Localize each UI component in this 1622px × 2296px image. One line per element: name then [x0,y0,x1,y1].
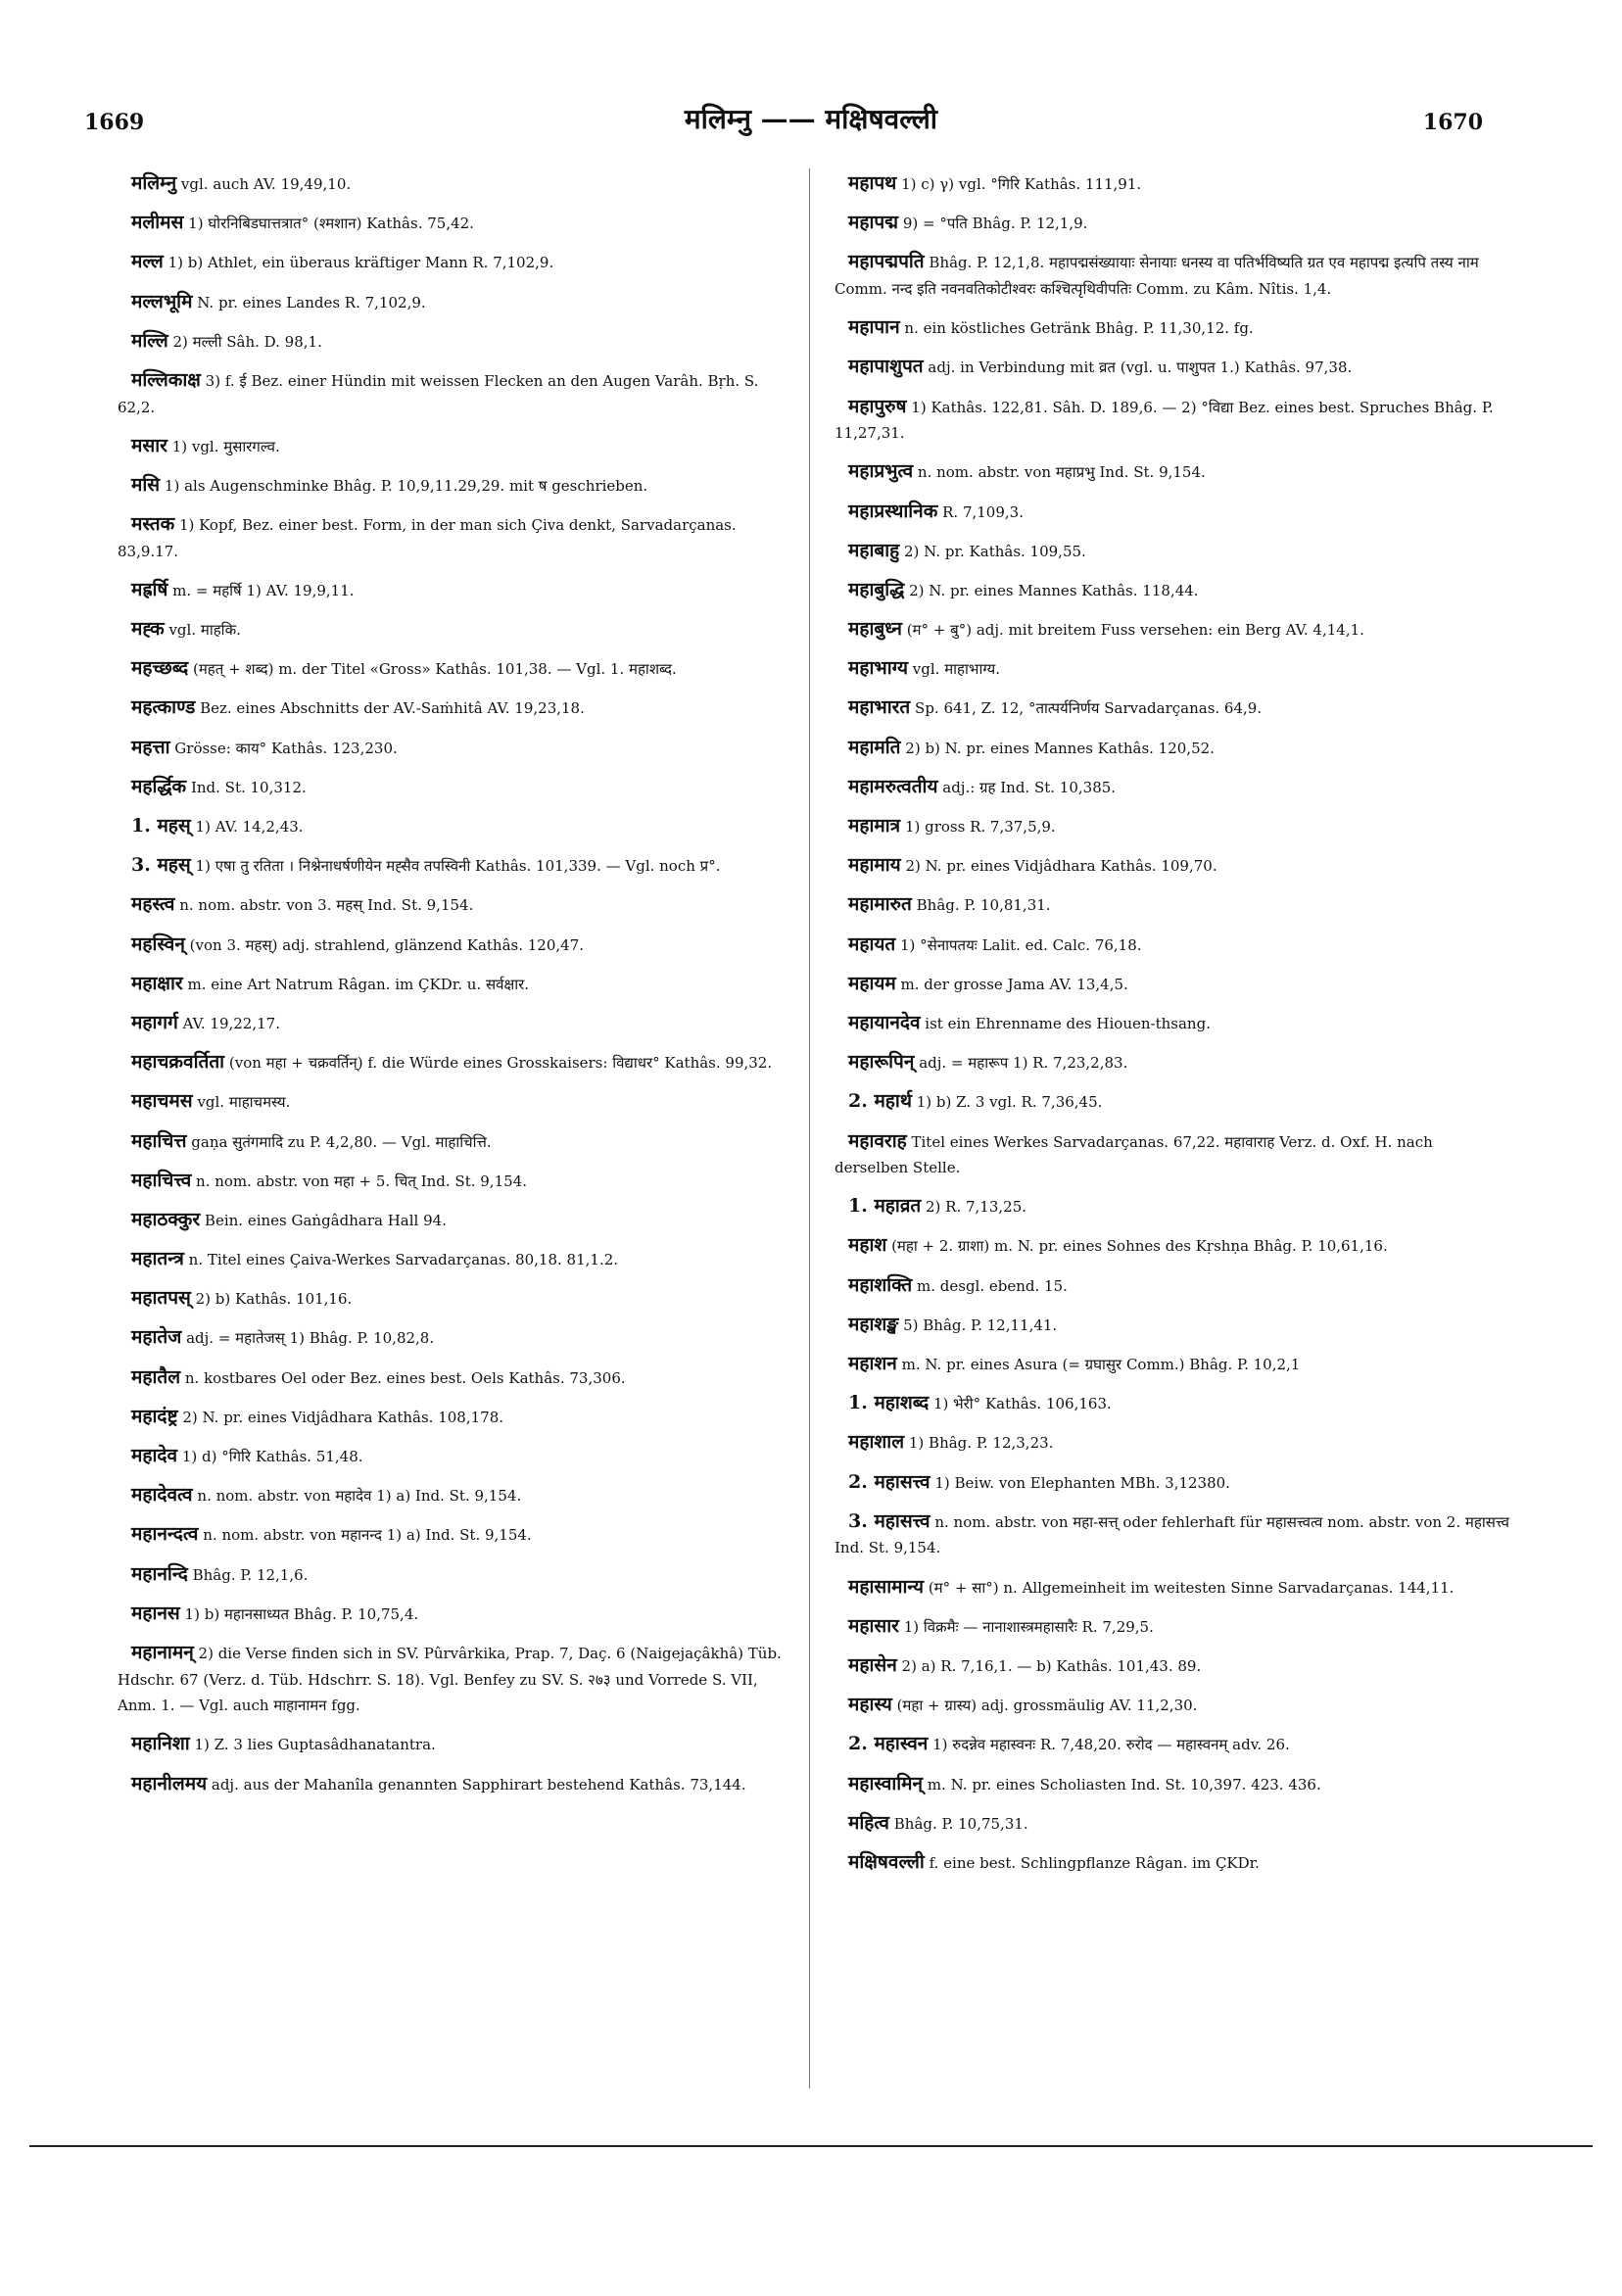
entry-headword: 1. महाव्रत [848,1195,922,1218]
entry-headword: 3. महस् [131,854,191,877]
entry-text: 5) Bhâg. P. 12,11,41. [903,1315,1058,1334]
dictionary-entry [835,1849,1510,1877]
dictionary-entry [835,1652,1510,1680]
entry-text: 1) °सेनापतयः Lalit. ed. Calc. 76,18. [900,935,1142,954]
entry-headword: महास्वामिन् [848,1772,924,1794]
entry-text: 1) रुदन्नेव महास्वनः R. 7,48,20. रुरोद — महास्वनम् adv. 26. [932,1736,1290,1754]
dictionary-entry [118,1168,793,1195]
entry-text: Ind. St. 10,312. [190,778,307,796]
dictionary-entry [835,616,1510,644]
dictionary-entry [118,433,793,460]
dictionary-entry [118,774,793,801]
entry-headword: 1. महाशब्द [848,1392,930,1414]
dictionary-entry [835,655,1510,683]
entry-headword: महासामान्य [848,1575,925,1598]
entry-headword: महादेवत्व [131,1484,193,1507]
page-title: मलिम्नु —— मक्षिषवल्ली [684,103,938,135]
left-column [118,170,793,1810]
entry-text: m. N. pr. eines Scholiasten Ind. St. 10,397. 423. 436. [927,1775,1321,1794]
entry-text: gaṇa सुतंगमादि zu P. 4,2,80. — Vgl. माहाचित्ति. [191,1132,492,1151]
entry-headword: महावराह [848,1129,907,1152]
entry-headword: महापुरुष [848,395,907,417]
entry-headword: महापाशुपत [848,356,924,378]
entry-headword: मलीमस [131,212,184,234]
dictionary-entry [835,932,1510,959]
entry-headword: महाठक्कुर [131,1208,201,1230]
dictionary-entry [835,458,1510,486]
entry-headword: महामात्र [848,815,901,837]
dictionary-entry [118,891,793,919]
entry-text: AV. 19,22,17. [182,1014,280,1032]
entry-text: N. pr. eines Landes R. 7,102,9. [197,293,426,311]
dictionary-entry [118,1771,793,1798]
entry-text: Bhâg. P. 10,81,31. [916,896,1051,915]
entry-text: 2) N. pr. eines Mannes Kathâs. 118,44. [909,581,1199,599]
entry-text: m. eine Art Natrum Râgan. im ÇKDr. u. सर्वक्षार. [187,975,530,993]
dictionary-entry [118,655,793,683]
entry-headword: महाशक्ति [848,1273,913,1296]
entry-text: 1) vgl. मुसारगल्व. [171,437,280,455]
right-column [835,170,1510,1889]
entry-headword: 2. महार्थ [848,1090,912,1113]
dictionary-entry [835,1351,1510,1378]
dictionary-entry [118,1521,793,1549]
dictionary-entry [118,1246,793,1273]
dictionary-entry [835,1312,1510,1339]
entry-headword: महाभारत [848,696,911,719]
dictionary-entry [835,1731,1510,1758]
entry-text: ist ein Ehrenname des Hiouen-thsang. [925,1014,1211,1032]
entry-text: 9) = °पति Bhâg. P. 12,1,9. [902,215,1088,233]
entry-headword: 1. महस् [131,815,191,837]
dictionary-entry [118,1324,793,1352]
entry-headword: महाक्षार [131,972,183,994]
dictionary-entry [835,1049,1510,1076]
entry-headword: महस्विन् [131,933,185,955]
entry-text: Bein. eines Gaṅgâdhara Hall 94. [204,1211,447,1229]
entry-headword: महादेव [131,1445,178,1466]
entry-text: 1) AV. 14,2,43. [195,818,304,836]
dictionary-entry [118,694,793,722]
column-divider [809,168,810,2088]
entry-text: n. nom. abstr. von महा-सत्त् oder fehlerhaft für महासत्त्वत्व nom. abstr. von 2. महासत्त्व Ind. St. 9,154. [835,1512,1509,1557]
entry-headword: महानन्दत्व [131,1523,199,1546]
dictionary-entry [118,367,793,420]
dictionary-entry [835,354,1510,381]
entry-text: Titel eines Werkes Sarvadarçanas. 67,22. महावाराह Verz. d. Oxf. H. nach derselben Stelle. [835,1132,1433,1177]
entry-headword: महारूपिन् [848,1051,915,1074]
entry-headword: महानन्दि [131,1562,188,1585]
dictionary-entry [118,616,793,644]
entry-text: 2) a) R. 7,16,1. — b) Kathâs. 101,43. 89. [901,1656,1202,1675]
entry-headword: महामति [848,736,901,758]
dictionary-entry [118,1088,793,1116]
dictionary-entry [118,1049,793,1076]
dictionary-entry [835,170,1510,198]
dictionary-entry [118,472,793,500]
entry-text: Bhâg. P. 10,75,31. [893,1814,1028,1833]
entry-headword: महत्ता [131,736,170,758]
entry-text: (von महा + चक्रवर्तिन्) f. die Würde eines Grosskaisers: विद्याधर° Kathâs. 99,32. [228,1054,773,1073]
entry-text: n. ein köstliches Getränk Bhâg. P. 11,30,12. fg. [904,319,1254,338]
dictionary-entry [835,1193,1510,1220]
entry-headword: महापद्मपति [848,251,925,273]
dictionary-entry [835,1613,1510,1641]
entry-headword: 2. महासत्त्व [848,1470,930,1493]
entry-headword: महित्व [848,1811,889,1834]
dictionary-entry [835,1574,1510,1602]
entry-text: adj. in Verbindung mit व्रत (vgl. u. पाशुपत 1.) Kathâs. 97,38. [928,359,1353,377]
entry-headword: मसार [131,434,167,456]
entry-headword: 2. महास्वन [848,1733,929,1755]
dictionary-entry [835,1469,1510,1497]
entry-text: n. nom. abstr. von 3. महस् Ind. St. 9,154. [179,896,474,915]
entry-text: 2) N. pr. eines Vidjâdhara Kathâs. 108,178. [182,1408,504,1426]
entry-headword: महापथ [848,172,897,194]
dictionary-entry [118,249,793,276]
dictionary-entry [118,1364,793,1392]
entry-headword: महस्त्व [131,893,175,916]
entry-text: vgl. माहाचमस्य. [197,1093,291,1112]
entry-text: m. N. pr. eines Asura (= ग्रघासुर Comm.) Bhâg. P. 10,2,1 [901,1356,1301,1374]
entry-headword: महायत [848,933,896,955]
entry-text: vgl. माहकि. [168,621,241,640]
entry-headword: मस्तक [131,513,175,536]
dictionary-entry [835,499,1510,526]
entry-headword: मक्षिषवल्ली [848,1850,925,1873]
entry-text: 1) Z. 3 lies Guptasâdhanatantra. [194,1736,436,1754]
entry-text: Bhâg. P. 12,1,6. [192,1565,309,1584]
entry-headword: महागर्ग [131,1011,178,1033]
dictionary-entry [118,852,793,880]
entry-headword: मलिम्नु [131,172,177,194]
dictionary-entry [835,1692,1510,1719]
entry-text: n. nom. abstr. von महादेव 1) a) Ind. St. 9,154. [197,1487,522,1506]
entry-text: 1) भेरी° Kathâs. 106,163. [932,1395,1112,1413]
entry-text: n. nom. abstr. von महा + 5. चित् Ind. St. 9,154. [196,1172,527,1190]
entry-headword: महातेज [131,1326,182,1349]
dictionary-entry [118,1285,793,1313]
entry-headword: महाप्रभुत्व [848,460,914,483]
entry-text: 2) b) N. pr. eines Mannes Kathâs. 120,52. [905,739,1215,757]
entry-text: (von 3. महस्) adj. strahlend, glänzend Kathâs. 120,47. [189,935,585,954]
entry-text: 1) b) Z. 3 vgl. R. 7,36,45. [916,1093,1103,1112]
entry-text: (महा + ग्रास्य) adj. grossmäulig AV. 11,2,30. [896,1697,1198,1715]
entry-text: (म° + बु°) adj. mit breitem Fuss versehen: ein Berg AV. 4,14,1. [906,621,1364,640]
dictionary-entry [835,1088,1510,1116]
entry-headword: मसि [131,473,161,496]
entry-text: n. nom. abstr. von महानन्द 1) a) Ind. St. 9,154. [203,1526,532,1545]
entry-text: n. kostbares Oel oder Bez. eines best. Oels Kathâs. 73,306. [184,1368,626,1387]
entry-text: m. desgl. ebend. 15. [917,1276,1068,1295]
dictionary-entry [835,1010,1510,1037]
entry-headword: महातन्त्र [131,1248,184,1270]
entry-text: Bez. eines Abschnitts der AV.-Saṁhitâ AV. 19,23,18. [200,699,585,718]
entry-headword: महच्छब्द [131,657,189,680]
entry-text: 3) f. ई Bez. einer Hündin mit weissen Flecken an den Augen Varâh. Bṛh. S. 62,2. [118,371,759,416]
dictionary-entry [835,1128,1510,1181]
entry-text: 2) b) Kathâs. 101,16. [195,1290,353,1309]
entry-text: 2) die Verse finden sich in SV. Pûrvârkika, Prap. 7, Daç. 6 (Naigejaçâkhâ) Tüb. Hdschr. 67 (Verz. d. Tüb. Hdschrr. S. 18). Vgl. Benfey zu SV. S. २७३ und Vorrede S. VII, Anm. 1. — Vgl. auch माहानामन fgg. [118,1644,782,1715]
entry-headword: महाभाग्य [848,657,909,680]
entry-headword: महासार [848,1614,899,1637]
entry-headword: महामाय [848,854,901,877]
entry-text: vgl. माहाभाग्य. [912,660,1001,679]
entry-headword: महातैल [131,1365,181,1388]
entry-headword: महानीलमय [131,1772,208,1794]
entry-text: Sp. 641, Z. 12, °तात्पर्यनिर्णय Sarvadarçanas. 64,9. [915,699,1263,718]
dictionary-entry [118,210,793,237]
entry-headword: महासेन [848,1653,897,1676]
entry-text: 2) N. pr. Kathâs. 109,55. [904,542,1086,560]
dictionary-entry [835,1390,1510,1417]
dictionary-entry [118,1207,793,1234]
dictionary-entry [118,328,793,356]
dictionary-entry [835,577,1510,604]
entry-headword: महादंष्ट्र [131,1405,178,1427]
footer-rule [29,2145,1593,2147]
entry-text: 1) c) γ) vgl. °गिरि Kathâs. 111,91. [901,175,1142,193]
dictionary-entry [118,1561,793,1589]
dictionary-entry [118,577,793,604]
entry-text: 2) मल्ली Sâh. D. 98,1. [172,332,322,351]
entry-headword: महाबुध्न [848,618,902,641]
dictionary-entry [835,1232,1510,1260]
entry-headword: मह्रर्षि [131,578,168,600]
entry-text: 1) d) °गिरि Kathâs. 51,48. [181,1448,363,1465]
entry-text: 1) Kopf, Bez. einer best. Form, in der man sich Çiva denkt, Sarvadarçanas. 83,9.17. [118,516,737,560]
dictionary-entry [118,1601,793,1628]
page-number-right: 1670 [1422,110,1483,135]
entry-headword: महत्काण्ड [131,696,196,719]
dictionary-entry [118,735,793,762]
dictionary-entry [835,1810,1510,1838]
dictionary-entry [118,1404,793,1431]
entry-headword: महापान [848,316,900,339]
entry-text: m. = महर्षि 1) AV. 19,9,11. [172,581,355,599]
dictionary-entry [118,1010,793,1037]
dictionary-entry [835,394,1510,447]
entry-headword: महामारुत [848,893,912,916]
entry-text: Grösse: काय° Kathâs. 123,230. [174,739,398,757]
entry-headword: महापद्म [848,212,899,234]
entry-text: 1) घोरनिबिडघात्तत्रात° (श्मशान) Kathâs. 75,42. [188,215,474,233]
entry-text: 1) b) महानसाध्यत Bhâg. P. 10,75,4. [184,1604,419,1623]
dictionary-entry [118,813,793,840]
page-number-left: 1669 [84,110,145,135]
entry-headword: महानिशा [131,1733,190,1755]
entry-text: n. Titel eines Çaiva-Werkes Sarvadarçanas. 80,18. 81,1.2. [188,1251,619,1269]
entry-headword: महामरुत्वतीय [848,775,938,797]
dictionary-entry [835,735,1510,762]
dictionary-entry [835,210,1510,237]
entry-text: 2) R. 7,13,25. [926,1198,1027,1217]
entry-headword: मल्लि [131,329,168,352]
dictionary-entry [118,932,793,959]
entry-text: (महा + 2. ग्राशा) m. N. pr. eines Sohnes des Kṛshṇa Bhâg. P. 10,61,16. [891,1237,1388,1256]
entry-headword: महानामन् [131,1641,194,1663]
entry-headword: महाचक्रवर्तिता [131,1051,225,1074]
entry-text: 1) als Augenschminke Bhâg. P. 10,9,11.29,29. mit ष geschrieben. [164,476,648,495]
entry-text: vgl. auch AV. 19,49,10. [180,175,352,193]
dictionary-entry [118,1640,793,1719]
entry-headword: महर्द्धिक [131,775,187,797]
dictionary-entry [835,852,1510,880]
entry-text: adj. = महातेजस् 1) Bhâg. P. 10,82,8. [186,1329,435,1348]
dictionary-entry [835,249,1510,302]
entry-text: 1) b) Athlet, ein überaus kräftiger Mann R. 7,102,9. [167,254,554,272]
dictionary-entry [118,1482,793,1509]
entry-text: 1) Kathâs. 122,81. Sâh. D. 189,6. — 2) °विद्या Bez. eines best. Spruches Bhâg. P. 11,27,31. [835,398,1494,443]
entry-headword: महानस [131,1602,180,1624]
entry-headword: महाश [848,1234,887,1257]
dictionary-entry [835,1771,1510,1798]
dictionary-entry [835,1429,1510,1457]
entry-headword: मल्लभूमि [131,290,193,312]
entry-text: m. der grosse Jama AV. 13,4,5. [900,975,1128,993]
entry-text: (महत् + शब्द) m. der Titel «Gross» Kathâs. 101,38. — Vgl. 1. महाशब्द. [192,660,677,679]
entry-headword: महाचित्त [131,1129,187,1152]
entry-text: Bhâg. P. 12,1,8. महापद्मसंख्यायाः सेनायाः धनस्य वा पतिर्भविष्यति ग्रत एव महापद्म इत्यपि तस्य नाम Comm. नन्द इति नवनवतिकोटीश्वरः कश्चित्पृथिवीपतिः Comm. zu Kâm. Nîtis. 1,4. [835,254,1479,298]
entry-text: 2) N. pr. eines Vidjâdhara Kathâs. 109,70. [905,857,1217,876]
entry-text: f. eine best. Schlingpflanze Râgan. im ÇKDr. [929,1853,1260,1872]
dictionary-entry [835,538,1510,565]
dictionary-entry [118,511,793,564]
entry-text: 1) विक्रमैः — नानाशास्त्रमहासारैः R. 7,29,5. [903,1617,1154,1636]
dictionary-entry [835,774,1510,801]
entry-text: (म° + सा°) n. Allgemeinheit im weitesten Sinne Sarvadarçanas. 144,11. [928,1578,1455,1597]
entry-headword: महाशाल [848,1431,905,1454]
dictionary-entry [835,1508,1510,1561]
dictionary-entry [118,1731,793,1758]
entry-text: adj. aus der Mahanîla genannten Sapphirart bestehend Kathâs. 73,144. [211,1775,746,1794]
dictionary-entry [835,971,1510,998]
entry-text: adj. = महारूप 1) R. 7,23,2,83. [919,1054,1128,1073]
entry-text: R. 7,109,3. [942,502,1024,521]
dictionary-entry [118,1128,793,1156]
dictionary-entry [835,1272,1510,1300]
dictionary-entry [835,813,1510,840]
entry-headword: मह्क [131,618,165,641]
entry-text: n. nom. abstr. von महाप्रभु Ind. St. 9,154. [917,463,1206,482]
entry-headword: मल्लिकाक्ष [131,368,201,391]
dictionary-entry [118,971,793,998]
entry-text: 1) एषा तु रतिता । निश्नेनाधर्षणीयेन मह्सैव तपस्विनी Kathâs. 101,339. — Vgl. noch प्र°. [195,857,721,876]
entry-headword: महाचमस [131,1090,193,1113]
entry-text: adj.: ग्रह Ind. St. 10,385. [942,778,1117,796]
entry-headword: महाप्रस्थानिक [848,500,938,522]
entry-text: 1) Bhâg. P. 12,3,23. [908,1434,1054,1453]
entry-text: 1) gross R. 7,37,5,9. [904,818,1056,836]
entry-headword: महायानदेव [848,1011,921,1033]
entry-headword: महाबाहु [848,539,900,561]
entry-headword: महास्य [848,1694,892,1716]
entry-headword: महाचित्त्व [131,1169,192,1191]
entry-headword: महाशन [848,1353,897,1375]
dictionary-entry [118,1443,793,1470]
entry-text: 1) Beiw. von Elephanten MBh. 3,12380. [934,1473,1230,1492]
dictionary-entry [835,314,1510,342]
dictionary-entry [118,170,793,198]
entry-headword: महाबुद्धि [848,578,905,600]
dictionary-entry [835,891,1510,919]
entry-headword: महायम [848,972,896,994]
entry-headword: महातपस् [131,1287,191,1310]
entry-headword: महाशङ्ख [848,1313,899,1335]
dictionary-entry [118,289,793,316]
dictionary-entry [835,694,1510,722]
entry-headword: 3. महासत्त्व [848,1509,930,1532]
entry-headword: मल्ल [131,251,164,273]
